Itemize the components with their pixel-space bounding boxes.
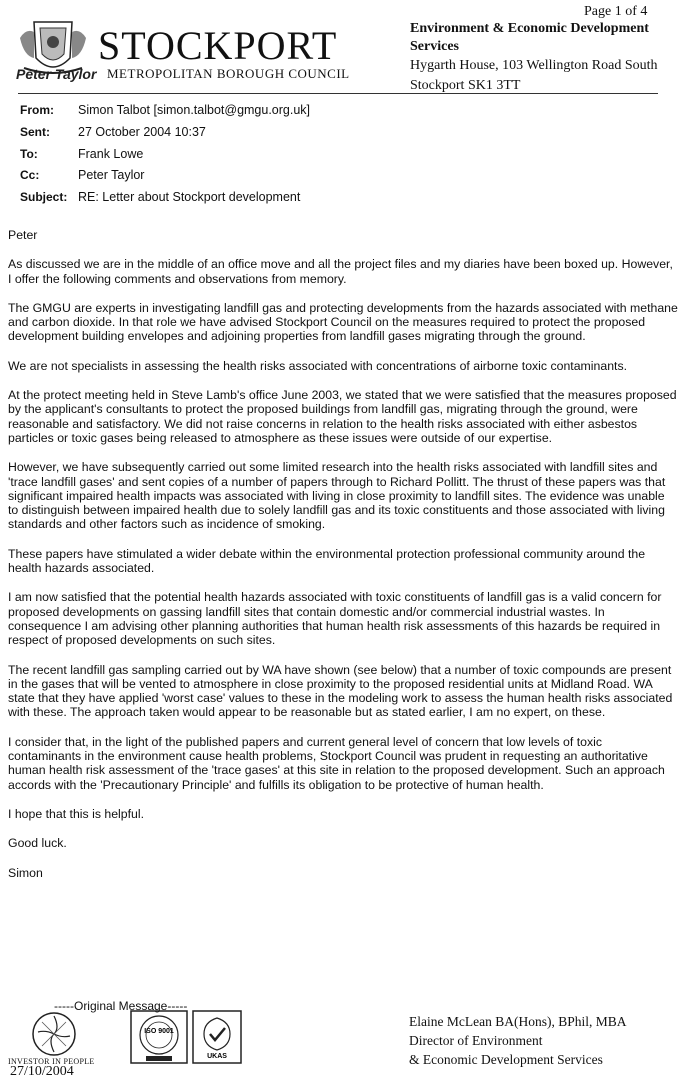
to-value: Frank Lowe — [78, 147, 144, 161]
date-stamp: 27/10/2004 — [10, 1064, 74, 1079]
department-title: Environment & Economic Development Services — [410, 21, 649, 54]
page-number: Page 1 of 4 — [584, 4, 648, 19]
investor-in-people-text: INVESTOR IN PEOPLE — [8, 1057, 95, 1066]
to-label: To: — [20, 147, 38, 161]
body-paragraph: These papers have stimulated a wider debate within the environmental protection professional community around the health hazards associated. — [8, 546, 646, 576]
from-label: From: — [20, 103, 54, 117]
body-paragraph: The recent landfill gas sampling carried out by WA have shown (see below) that a number of toxic compounds are present in the gases that will be vented to atmosphere in close proximity to the proposed residential units at Midland Road. WA state that they have applied 'worst case' values to these in the modeling work to assess the human health risks associated with these. The approach taken would appear to be reasonable but as stated earlier, I am no expert, on these. — [8, 662, 673, 720]
iso-9001-icon — [130, 1010, 188, 1064]
address-line-2: Stockport SK1 3TT — [410, 78, 521, 93]
body-paragraph: We are not specialists in assessing the health risks associated with concentrations of airborne toxic contaminants. — [8, 358, 628, 373]
header-divider — [18, 93, 658, 94]
sent-label: Sent: — [20, 125, 50, 139]
original-message-divider: -----Original Message----- — [54, 999, 188, 1013]
cc-label: Cc: — [20, 168, 40, 182]
signatory-name: Elaine McLean BA(Hons), BPhil, MBA — [409, 1014, 627, 1029]
closing-line: Good luck. — [8, 836, 67, 851]
investor-in-people-icon — [30, 1010, 78, 1058]
signatory-title-line-1: Director of Environment — [409, 1033, 543, 1048]
subject-label: Subject: — [20, 190, 68, 204]
closing-line: I hope that this is helpful. — [8, 806, 145, 821]
iso-text: ISO 9001 — [144, 1028, 174, 1035]
ukas-text: UKAS — [207, 1053, 227, 1060]
body-paragraph: I consider that, in the light of the published papers and current general level of concern that low levels of toxic contaminants in the environment cause health problems, Stockport Council was prudent in requesting an authoritative human health risk assessment of the 'trace gases' at this site in relation to the proposed development. Such an approach accords with the 'Precautionary Principle' and fulfills its obligation to be protective of human health. — [8, 734, 665, 792]
body-paragraph: As discussed we are in the middle of an office move and all the project files and my diaries have been boxed up. However, I offer the following comments and observations from memory. — [8, 257, 673, 286]
cc-value: Peter Taylor — [78, 168, 145, 182]
body-paragraph: At the protect meeting held in Steve Lamb's office June 2003, we stated that we were satisfied that the measures proposed by the applicant's consultants to protect the proposed buildings from landfill gas, migrating through the ground, were reasonable and satisfactory. We did not raise concerns in relation to the health risks associated with either asbestos particles or toxic gases being released to atmosphere as these issues were outside of our expertise. — [8, 388, 677, 445]
handwritten-name: Peter Taylor — [16, 66, 97, 82]
council-subtitle: METROPOLITAN BOROUGH COUNCIL — [107, 66, 350, 81]
council-name: STOCKPORT — [98, 23, 338, 68]
address-line-1: Hygarth House, 103 Wellington Road South — [410, 58, 658, 73]
subject-value: RE: Letter about Stockport development — [78, 190, 301, 204]
from-value: Simon Talbot [simon.talbot@gmgu.org.uk] — [78, 103, 311, 117]
body-paragraph: However, we have subsequently carried out some limited research into the health risks associated with landfill sites and 'trace landfill gases' and sent copies of a number of papers through to Richard Pollitt. The thrust of these papers was that significant impaired health impacts was associated with living in close proximity to landfill sites. The evidence was unable to distinguish between impaired health due to solely landfill gas and its toxic constituents and those associated with living standards and other factors such as incidence of smoking. — [8, 460, 666, 532]
sender-signoff: Simon — [8, 865, 43, 880]
email-body — [8, 228, 678, 895]
body-paragraph: The GMGU are experts in investigating landfill gas and protecting developments from the hazards associated with methane and carbon dioxide. In that role we have advised Stockport Council on the measures required to protect the proposed development building envelopes and adjoining properties from landfill gases migrating through the ground. — [8, 300, 678, 344]
body-paragraph: I am now satisfied that the potential health hazards associated with toxic constituents of landfill gas is a valid concern for proposed developments on gassing landfill sites that contain domestic and/or commercial industrial wastes. In consequence I am advising other planning authorities that human health risk assessments of this hazards be required in respect of proposed developments on such sites. — [8, 590, 662, 648]
signatory-title-line-2: & Economic Development Services — [409, 1052, 603, 1067]
salutation: Peter — [8, 228, 38, 242]
ukas-icon — [192, 1010, 242, 1064]
sent-value: 27 October 2004 10:37 — [78, 125, 206, 139]
